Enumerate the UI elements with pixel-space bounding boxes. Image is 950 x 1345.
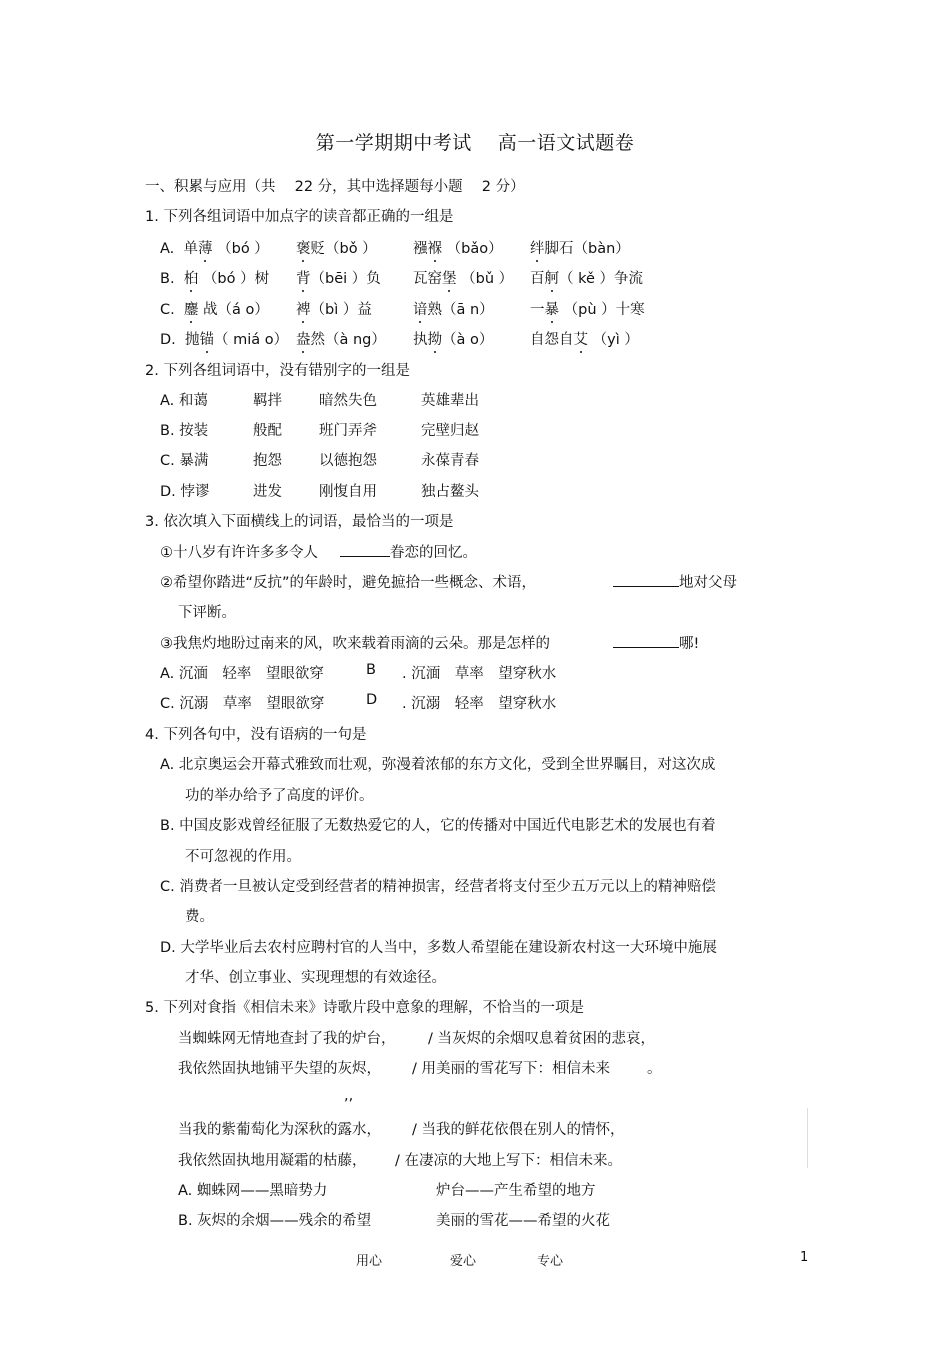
q4-option-c: C. 消费者一旦被认定受到经营者的精神损害，经营者将支付至少五万元以上的精神赔偿 <box>160 879 716 895</box>
q1-option-b-1: B. 桕 （bó ）树 <box>160 271 270 287</box>
q5-poem-ellipsis: ,, <box>344 1088 354 1104</box>
q1-option-b-2: 背（bēi ）负 <box>296 271 381 287</box>
q3-sentence-2 <box>613 571 737 592</box>
q1-option-d-1: D. 抛锚（ miá o） <box>160 332 289 348</box>
q4-option-c-cont: 费。 <box>185 909 214 925</box>
q3-sentence-2-cont: 下评断。 <box>178 605 236 621</box>
q5-poem-line-4b: / 当我的鲜花依偎在别人的情怀， <box>412 1122 625 1138</box>
q2-option-b-1: B. 按装 <box>160 423 209 439</box>
q1-option-a-1: A. 单薄 （bó ） <box>160 241 269 257</box>
q2-option-a-3: 暗然失色 <box>319 393 377 409</box>
page-number: 1 <box>800 1250 809 1265</box>
q5-poem-line-2b: / 用美丽的雪花写下：相信未来 <box>412 1061 610 1077</box>
footer-word-1: 用心 <box>356 1254 383 1269</box>
q2-option-c-3: 以德抱怨 <box>319 453 377 469</box>
q5-poem-line-2a: 我依然固执地铺平失望的灰烬， <box>178 1061 381 1077</box>
q4-option-d-cont: 才华、创立事业、实现理想的有效途径。 <box>185 970 446 986</box>
q2-option-d-4: 独占鳌头 <box>421 484 479 500</box>
q1-option-b-4: 百舸（ kě ）争流 <box>530 271 644 287</box>
q5-poem-line-1b: / 当灰烬的余烟叹息着贫困的悲哀， <box>428 1031 655 1047</box>
page-title: 第一学期期中考试 高一语文试题卷 <box>315 132 635 154</box>
q5-option-b-1: B. 灰烬的余烟——残余的希望 <box>178 1213 372 1229</box>
q2-option-b-3: 班门弄斧 <box>319 423 377 439</box>
q2-option-c-4: 永葆青春 <box>421 453 479 469</box>
q5-option-a-2: 炉台——产生希望的地方 <box>436 1183 596 1199</box>
q1-option-a-3: 襁褓 （bǎo） <box>413 241 503 257</box>
q3-blank-3 <box>613 635 679 648</box>
q3-option-b: . 沉湎 草率 望穿秋水 <box>402 666 557 682</box>
q1-option-d-4: 自怨自艾 （yì ） <box>530 332 639 348</box>
q2-option-d-3: 刚愎自用 <box>319 484 377 500</box>
q3-blank-1 <box>340 544 390 557</box>
question-1-stem: 1. 下列各组词语中加点字的读音都正确的一组是 <box>145 209 454 225</box>
q1-option-a-4: 绊脚石（bàn） <box>530 241 630 257</box>
question-3-stem: 3. 依次填入下面横线上的词语，最恰当的一项是 <box>145 514 454 530</box>
section-heading: 一、积累与应用（共 22 分，其中选择题每小题 2 分） <box>145 179 525 195</box>
q5-option-a-1: A. 蜘蛛网——黑暗势力 <box>178 1183 328 1199</box>
q3-sentence-3-end: 哪! <box>679 636 700 652</box>
q5-poem-line-1a: 当蜘蛛网无情地查封了我的炉台， <box>178 1031 396 1047</box>
q3-sentence-2-start: ②希望你踏进“反抗”的年龄时，避免摭拾一些概念、术语， <box>160 575 537 591</box>
q3-option-c: C. 沉溺 草率 望眼欲穿 <box>160 696 325 712</box>
q5-option-b-2: 美丽的雪花——希望的火花 <box>436 1213 610 1229</box>
q3-blank-2 <box>613 574 679 587</box>
q5-poem-line-2c: 。 <box>647 1061 662 1077</box>
margin-divider <box>807 1108 808 1168</box>
q3-sentence-1-start: ①十八岁有许许多多令人 <box>160 545 318 561</box>
question-4-stem: 4. 下列各句中，没有语病的一句是 <box>145 727 367 743</box>
q1-option-c-3: 谙熟（ā n） <box>413 302 494 318</box>
q1-option-a-2: 褒贬（bǒ ） <box>296 241 377 257</box>
q1-option-c-4: 一暴 （pù ）十寒 <box>530 302 645 318</box>
question-2-stem: 2. 下列各组词语中，没有错别字的一组是 <box>145 363 410 379</box>
q5-poem-line-5a: 我依然固执地用凝霜的枯藤， <box>178 1153 367 1169</box>
q3-option-b-label: B <box>366 662 376 678</box>
q2-option-b-4: 完壁归赵 <box>421 423 479 439</box>
q1-option-d-3: 执拗（à o） <box>413 332 494 348</box>
q2-option-d-2: 进发 <box>253 484 282 500</box>
q1-option-c-2: 裨（bì ）益 <box>296 302 372 318</box>
q3-sentence-1 <box>160 541 477 562</box>
q3-sentence-1-end: 眷恋的回忆。 <box>390 545 477 561</box>
q4-option-a: A. 北京奥运会开幕式雅致而壮观，弥漫着浓郁的东方文化，受到全世界瞩目，对这次成 <box>160 757 716 773</box>
footer-word-3: 专心 <box>537 1254 564 1269</box>
q4-option-d: D. 大学毕业后去农村应聘村官的人当中，多数人希望能在建设新农村这一大环境中施展 <box>160 940 717 956</box>
q1-option-c-1: C. 鏖 战（á o） <box>160 302 269 318</box>
q3-sentence-3 <box>613 632 699 653</box>
q2-option-a-1: A. 和蔼 <box>160 393 208 409</box>
q3-option-d: . 沉溺 轻率 望穿秋水 <box>402 696 557 712</box>
q3-sentence-2-end: 地对父母 <box>679 575 737 591</box>
q4-option-b-cont: 不可忽视的作用。 <box>185 849 301 865</box>
footer-word-2: 爱心 <box>450 1254 477 1269</box>
q2-option-b-2: 般配 <box>253 423 282 439</box>
q1-option-b-3: 瓦窑堡 （bǔ ） <box>413 271 514 287</box>
q3-sentence-3-start: ③我焦灼地盼过南来的风，吹来载着雨滴的云朵。那是怎样的 <box>160 636 550 652</box>
q2-option-c-2: 抱怨 <box>253 453 282 469</box>
q2-option-d-1: D. 悖谬 <box>160 484 210 500</box>
q2-option-a-2: 羁拌 <box>253 393 282 409</box>
q3-option-a: A. 沉湎 轻率 望眼欲穿 <box>160 666 324 682</box>
q4-option-a-cont: 功的举办给予了高度的评价。 <box>185 788 374 804</box>
q4-option-b: B. 中国皮影戏曾经征服了无数热爱它的人，它的传播对中国近代电影艺术的发展也有着 <box>160 818 716 834</box>
q2-option-a-4: 英雄辈出 <box>421 393 479 409</box>
q2-option-c-1: C. 暴满 <box>160 453 209 469</box>
q3-option-d-label: D <box>366 692 378 708</box>
q5-poem-line-4a: 当我的紫葡萄化为深秋的露水， <box>178 1122 381 1138</box>
q1-option-d-2: 盎然（à ng） <box>296 332 386 348</box>
q5-poem-line-5b: / 在凄凉的大地上写下：相信未来。 <box>395 1153 622 1169</box>
question-5-stem: 5. 下列对食指《相信未来》诗歌片段中意象的理解，不恰当的一项是 <box>145 1000 584 1016</box>
